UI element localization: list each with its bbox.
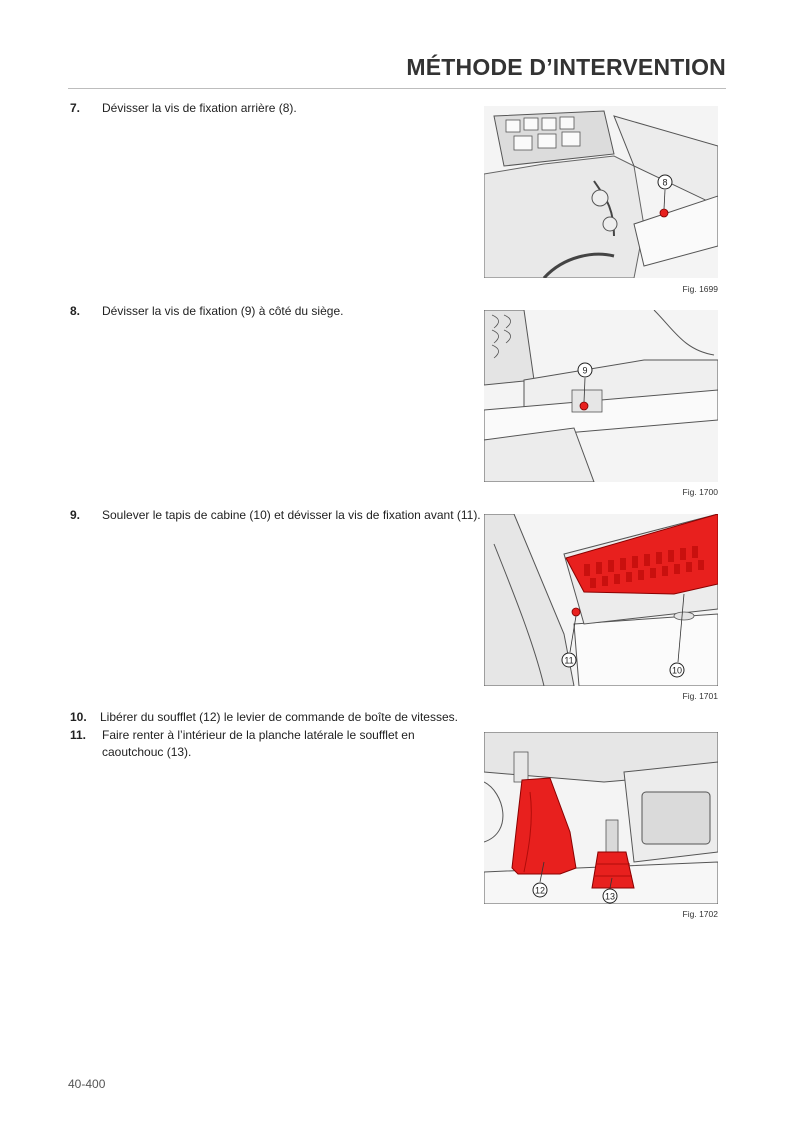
figure-1701 — [484, 514, 718, 686]
page-number: 40-400 — [68, 1077, 106, 1091]
figure-caption: Fig. 1699 — [682, 284, 718, 294]
header-divider — [68, 88, 726, 89]
callout-9: 9 — [582, 365, 588, 376]
figure-1702 — [484, 732, 718, 904]
step-text: Faire renter à l’intérieur de la planche latérale le soufflet en caoutchouc (13). — [102, 728, 415, 759]
step-text: Dévisser la vis de fixation (9) à côté du siège. — [102, 304, 344, 318]
figure-illustration — [484, 106, 718, 278]
callout-8: 8 — [662, 177, 668, 188]
figure-illustration — [484, 310, 718, 482]
figure-illustration — [484, 514, 718, 686]
step-number: 10. — [70, 710, 87, 724]
step-text: Dévisser la vis de fixation arrière (8). — [102, 101, 297, 115]
callout-11: 11 — [564, 655, 574, 666]
step-number: 11. — [70, 728, 87, 742]
step-text: Soulever le tapis de cabine (10) et dévisser la vis de fixation avant (11). — [102, 508, 481, 522]
figure-illustration — [484, 732, 718, 904]
step-number: 8. — [70, 304, 81, 318]
figure-1699 — [484, 106, 718, 278]
callout-13: 13 — [604, 891, 616, 902]
page-title: MÉTHODE D’INTERVENTION — [406, 54, 726, 80]
step-number: 7. — [70, 101, 81, 115]
figure-caption: Fig. 1701 — [682, 691, 718, 701]
callout-12: 12 — [534, 885, 546, 896]
figure-caption: Fig. 1700 — [682, 487, 718, 497]
figure-1700 — [484, 310, 718, 482]
figure-caption: Fig. 1702 — [682, 909, 718, 919]
step-number: 9. — [70, 508, 81, 522]
callout-10: 10 — [671, 665, 683, 676]
step-text: Libérer du soufflet (12) le levier de commande de boîte de vitesses. — [100, 710, 458, 724]
